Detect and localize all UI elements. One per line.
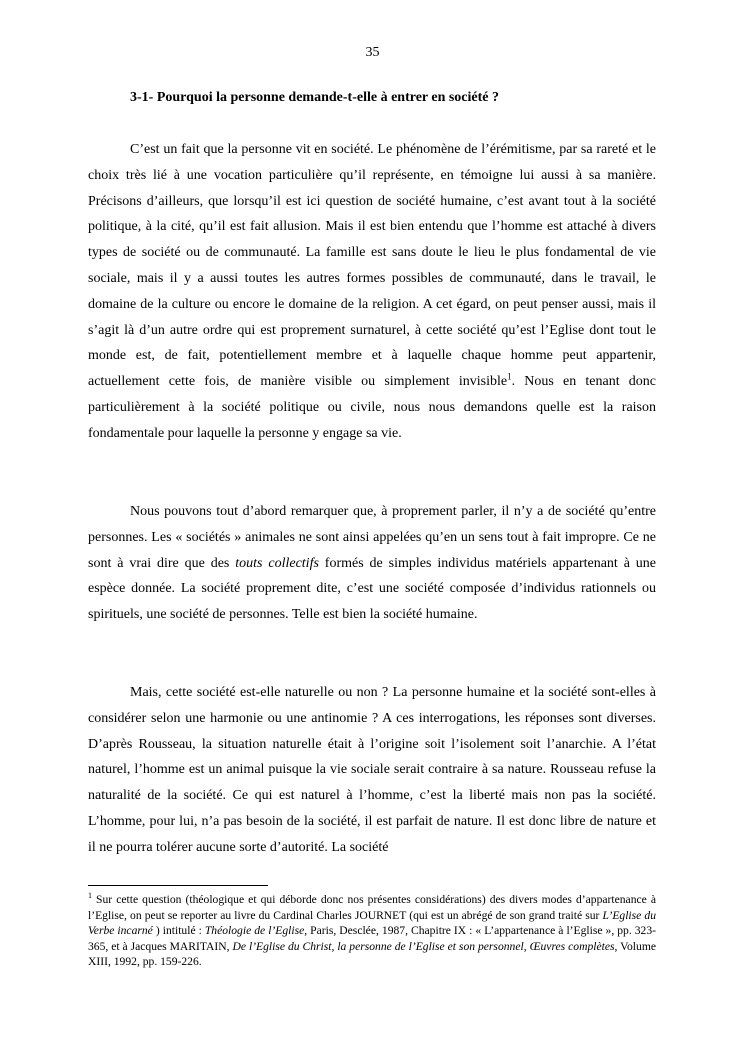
- paragraph-2-emphasis: touts collectifs: [235, 555, 319, 571]
- footnote-book-title: De l’Eglise du Christ, la personne de l’Eglise et son personnel: [232, 939, 524, 953]
- paragraph-1: [88, 137, 656, 447]
- paragraph-1-text-continued: . Nous en tenant donc particulièrement à la société politique ou civile, nous nous demandons quelle est la raison fondamentale pour laquelle la personne y engage sa vie.: [88, 374, 656, 441]
- footnote: [88, 892, 656, 970]
- footnote-book-title: Œuvres complètes: [529, 939, 615, 953]
- paragraph-3: [88, 680, 656, 861]
- footnote-text: ,: [523, 939, 530, 953]
- paragraph-3-text: Mais, cette société est-elle naturelle ou non ? La personne humaine et la société sont-elles à considérer selon une harmonie ou une antinomie ? A ces interrogations, les réponses sont diverses. D’après Rousseau, la situation naturelle était à l’origine soit l’isolement soit l’anarchie. A l’état naturel, l’homme est un animal puisque la vie sociale serait contraire à sa nature. Rousseau refuse la naturalité de la société. Ce qui est naturel à l’homme, c’est la liberté mais non pas la société. L’homme, pour lui, n’a pas besoin de la société, il est parfait de nature. Il est donc libre de nature et il ne pourra tolérer aucune sorte d’autorité. La société: [88, 685, 656, 855]
- paragraph-2-text-continued: formés de simples individus matériels appartenant à une espèce donnée. La société proprement dite, c’est une société composée d’individus rationnels ou spirituels, une société de personnes. Telle est bien la société humaine.: [88, 555, 657, 623]
- footnote-book-title: L’Eglise du Verbe incarné: [88, 908, 656, 937]
- footnote-text: Sur cette question (théologique et qui déborde donc nos présentes considérations) des divers modes d’appartenance à l’Eglise, on peut se reporter au livre du Cardinal Charles JOURNET (qui est un abrégé de son grand traité sur: [88, 893, 656, 922]
- footnote-text: ) intitulé :: [152, 924, 205, 937]
- footnote-text: , Paris, Desclée, 1987, Chapitre IX : « L’appartenance à l’Eglise », pp. 323-365, et à Jacques MARITAIN,: [88, 924, 656, 953]
- footnote-reference[interactable]: 1: [507, 371, 512, 382]
- paragraph-2: [88, 499, 656, 628]
- footnote-divider: [88, 885, 268, 886]
- footnote-marker: 1: [88, 891, 92, 901]
- section-heading: 3-1- Pourquoi la personne demande-t-elle à entrer en société ?: [130, 90, 500, 105]
- page-number: 35: [365, 45, 380, 60]
- footnote-book-title: Théologie de l’Eglise: [204, 924, 305, 937]
- paragraph-1-text: C’est un fait que la personne vit en société. Le phénomène de l’érémitisme, par sa rareté et le choix très lié à une vocation particulière qu’il représente, en témoigne lui aussi à sa manière. Précisons d’ailleurs, que lorsqu’il est ici question de société humaine, c’est avant tout à la société politique, à la cité, qu’il est fait allusion. Mais il est bien entendu que l’homme est attaché à divers types de société ou de communauté. La famille est sans doute le lieu le plus fondamental de vie sociale, mais il y a aussi toutes les autres formes possibles de communauté, dans le travail, le domaine de la culture ou encore le domaine de la religion. A cet égard, on peut penser aussi, mais il s’agit là d’un autre ordre qui est proprement surnaturel, à cette société qu’est l’Eglise dont tout le monde est, de fait, potentiellement membre et à laquelle chaque homme peut appartenir, actuellement cette fois, de manière visible ou simplement invisible: [88, 142, 656, 390]
- paragraph-2-text: Nous pouvons tout d’abord remarquer que, à proprement parler, il n’y a de société qu’entre personnes. Les « sociétés » animales ne sont ainsi appelées qu’en un sens tout à fait impropre. Ce ne sont à vrai dire que des: [88, 504, 656, 571]
- footnote-text: , Volume XIII, 1992, pp. 159-226.: [88, 939, 656, 968]
